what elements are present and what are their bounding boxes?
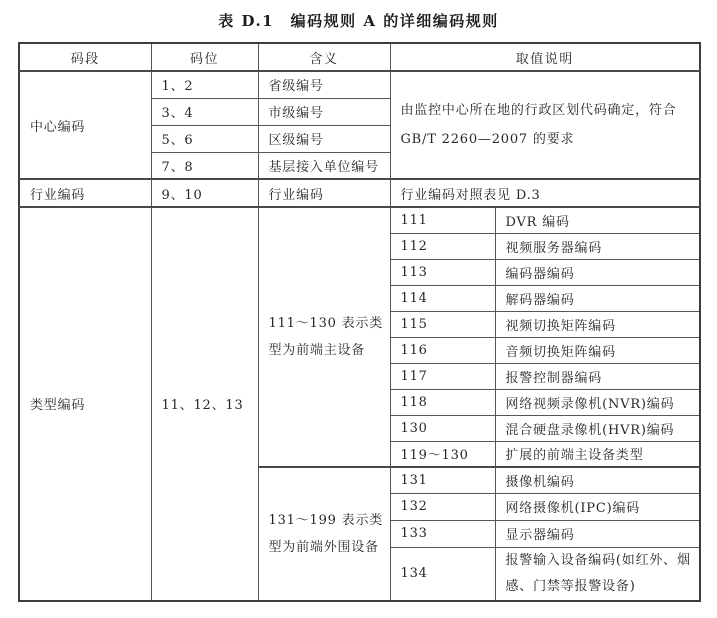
type-desc-cell: 混合硬盘录像机(HVR)编码	[495, 415, 700, 441]
type-code-cell: 117	[390, 363, 495, 389]
meaning-cell-group-main: 111～130 表示类型为前端主设备	[258, 207, 390, 467]
type-code-cell: 131	[390, 467, 495, 493]
value-note-cell-industry: 行业编码对照表见 D.3	[390, 179, 700, 207]
type-desc-cell: 摄像机编码	[495, 467, 700, 493]
table-row	[19, 71, 700, 98]
type-desc-cell: 网络摄像机(IPC)编码	[495, 493, 700, 520]
type-desc-cell: 视频服务器编码	[495, 233, 700, 259]
position-cell: 3、4	[151, 98, 258, 125]
table-header-row	[19, 43, 700, 71]
type-code-cell: 111	[390, 207, 495, 233]
segment-cell-type: 类型编码	[19, 207, 151, 601]
type-code-cell: 130	[390, 415, 495, 441]
type-desc-cell: 显示器编码	[495, 520, 700, 547]
segment-cell-center: 中心编码	[19, 71, 151, 179]
meaning-cell: 基层接入单位编号	[258, 152, 390, 179]
page-title: 表 D.1 编码规则 A 的详细编码规则	[218, 12, 499, 30]
value-note-cell-center: 由监控中心所在地的行政区划代码确定，符合 GB/T 2260—2007 的要求	[390, 71, 700, 179]
type-desc-cell: 报警输入设备编码(如红外、烟感、门禁等报警设备)	[495, 547, 700, 601]
column-header-meaning: 含义	[258, 43, 390, 71]
table-row	[19, 207, 700, 233]
position-cell: 5、6	[151, 125, 258, 152]
type-code-cell: 115	[390, 311, 495, 337]
type-code-cell: 134	[390, 547, 495, 601]
type-code-cell: 113	[390, 259, 495, 285]
meaning-cell-group-peripheral: 131～199 表示类型为前端外围设备	[258, 467, 390, 601]
type-code-cell: 112	[390, 233, 495, 259]
type-desc-cell: DVR 编码	[495, 207, 700, 233]
type-code-cell: 119～130	[390, 441, 495, 467]
column-header-position: 码位	[151, 43, 258, 71]
position-cell-type: 11、12、13	[151, 207, 258, 601]
type-desc-cell: 编码器编码	[495, 259, 700, 285]
type-code-cell: 118	[390, 389, 495, 415]
meaning-cell: 省级编号	[258, 71, 390, 98]
type-desc-cell: 报警控制器编码	[495, 363, 700, 389]
type-code-cell: 116	[390, 337, 495, 363]
position-cell: 7、8	[151, 152, 258, 179]
type-desc-cell: 网络视频录像机(NVR)编码	[495, 389, 700, 415]
segment-cell-industry: 行业编码	[19, 179, 151, 207]
type-code-cell: 133	[390, 520, 495, 547]
meaning-cell: 市级编号	[258, 98, 390, 125]
meaning-cell: 区级编号	[258, 125, 390, 152]
column-header-value: 取值说明	[390, 43, 700, 71]
type-desc-cell: 音频切换矩阵编码	[495, 337, 700, 363]
position-cell: 1、2	[151, 71, 258, 98]
type-code-cell: 132	[390, 493, 495, 520]
table-row	[19, 179, 700, 207]
position-cell: 9、10	[151, 179, 258, 207]
coding-rules-table	[18, 42, 701, 602]
column-header-segment: 码段	[19, 43, 151, 71]
type-code-cell: 114	[390, 285, 495, 311]
type-desc-cell: 解码器编码	[495, 285, 700, 311]
meaning-cell: 行业编码	[258, 179, 390, 207]
type-desc-cell: 扩展的前端主设备类型	[495, 441, 700, 467]
type-desc-cell: 视频切换矩阵编码	[495, 311, 700, 337]
